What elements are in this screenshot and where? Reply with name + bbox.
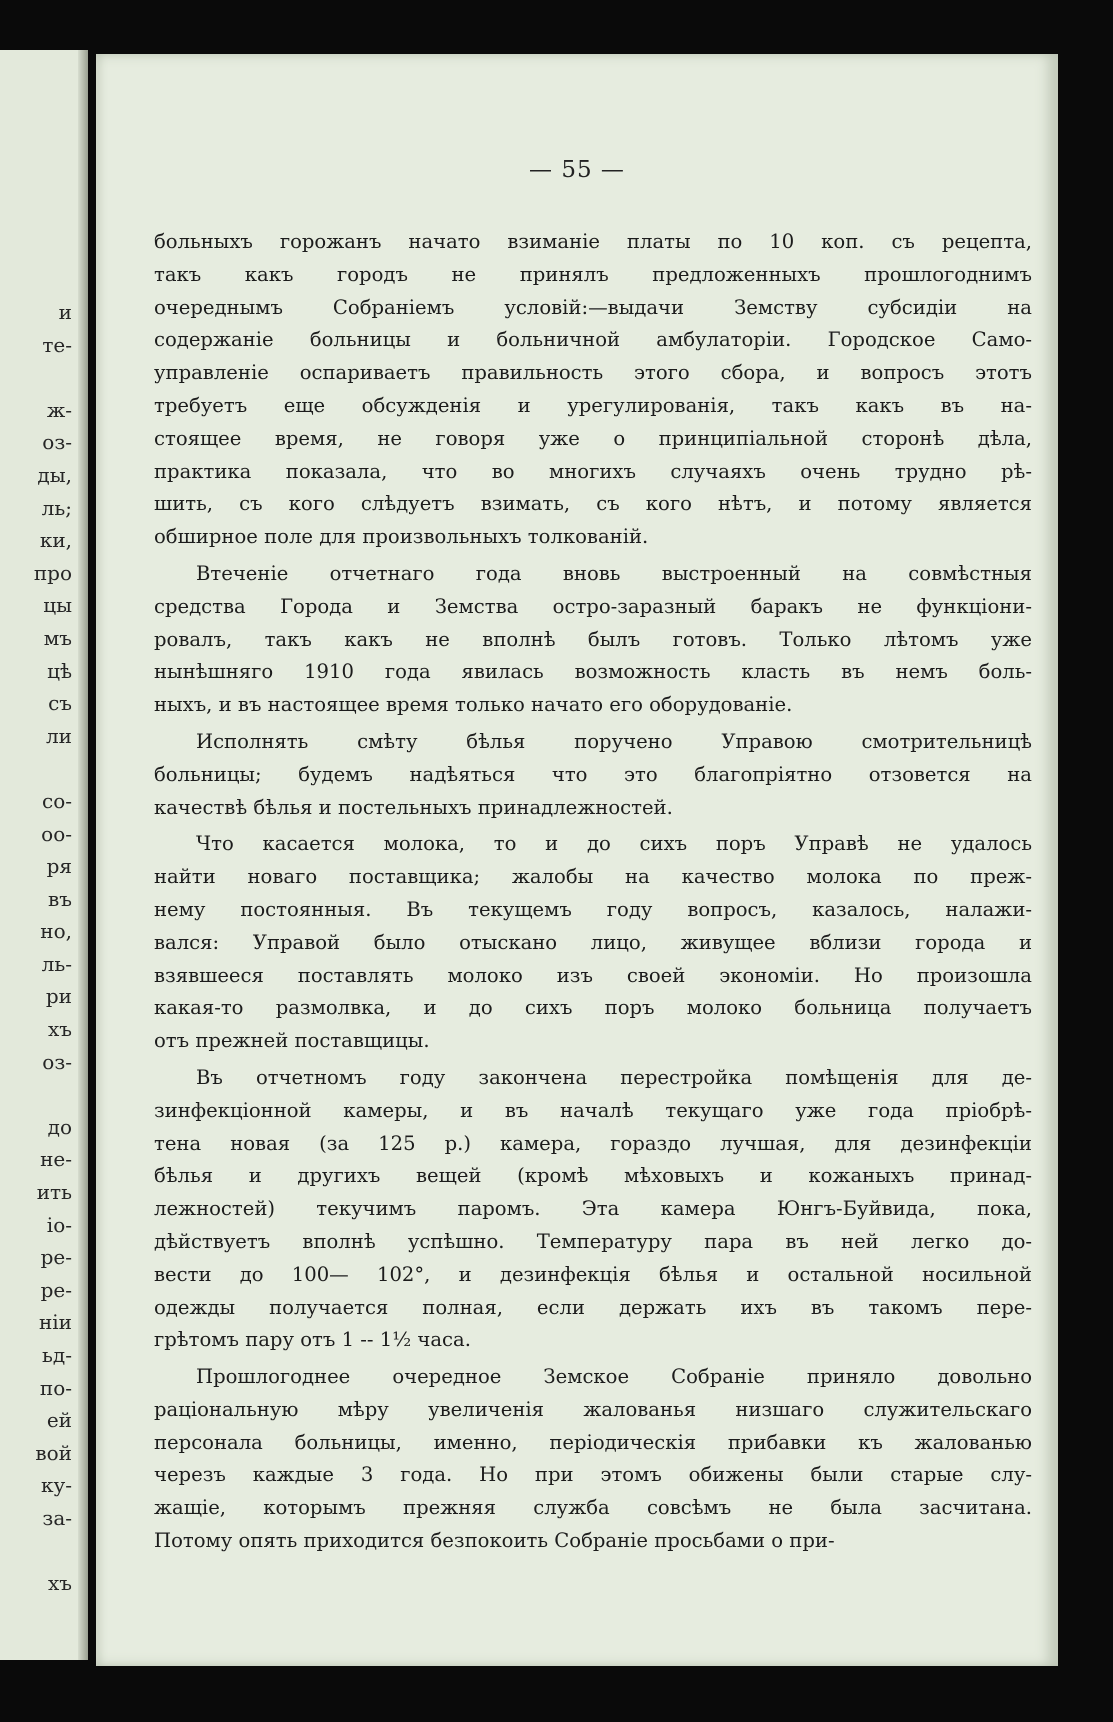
text-line: жащіе, которымъ прежняя служба совсѣмъ не была засчитана. <box>154 1496 1032 1520</box>
text-line: Потому опять приходится безпокоить Собраніе просьбами о при- <box>154 1529 835 1553</box>
left-fragment: оз- <box>42 430 72 455</box>
left-fragment: ж- <box>46 397 72 422</box>
text-line: нынѣшняго 1910 года явилась возможность класть въ немъ боль- <box>154 660 1032 684</box>
left-fragment: но, <box>40 919 72 944</box>
left-fragment: въ <box>48 886 72 911</box>
text-line: Въ отчетномъ году закончена перестройка помѣщенія для де- <box>196 1065 1032 1089</box>
left-fragment: ль; <box>41 495 72 520</box>
left-fragment: ить <box>36 1180 72 1205</box>
text-line: требуетъ еще обсужденія и урегулированія, такъ какъ въ на- <box>154 393 1032 417</box>
text-line: раціональную мѣру увеличенія жалованья низшаго служительскаго <box>154 1397 1032 1421</box>
text-line: очереднымъ Собраніемъ условій:—выдачи Земству субсидіи на <box>154 295 1032 319</box>
left-fragment: цѣ <box>47 658 72 683</box>
left-fragment: іо- <box>46 1212 72 1237</box>
text-line: бѣлья и другихъ вещей (кромѣ мѣховыхъ и кожаныхъ принад- <box>154 1164 1032 1188</box>
left-fragment: со- <box>42 788 72 813</box>
text-line: лежностей) текучимъ паромъ. Эта камера Юнгъ-Буйвида, пока, <box>154 1197 1032 1221</box>
left-fragment: цы <box>43 593 72 618</box>
left-fragment <box>34 1535 72 1568</box>
left-fragment: ки, <box>39 528 72 553</box>
text-line: одежды получается полная, если держать ихъ въ такомъ пере- <box>154 1295 1032 1319</box>
text-line: грѣтомъ пару отъ 1 -- 1½ часа. <box>154 1328 471 1352</box>
text-line: черезъ каждые 3 года. Но при этомъ обижены были старые слу- <box>154 1463 1032 1487</box>
left-fragment <box>34 752 72 785</box>
text-line: Исполнять смѣту бѣлья поручено Управою смотрительницѣ <box>196 729 1032 753</box>
text-line: шить, съ кого слѣдуетъ взимать, съ кого нѣтъ, и потому является <box>154 492 1032 516</box>
left-fragment: и <box>58 300 72 324</box>
left-fragment <box>34 361 72 394</box>
text-line: вести до 100— 102°, и дезинфекція бѣлья и остальной носильной <box>154 1262 1032 1286</box>
left-fragment: ды, <box>37 462 72 487</box>
left-fragment: ре- <box>40 1277 72 1302</box>
text-line: Что касается молока, то и до сихъ поръ Управѣ не удалось <box>196 832 1032 856</box>
left-fragment: ли <box>45 723 72 748</box>
left-fragment <box>34 1078 72 1111</box>
left-fragment: не- <box>40 1147 72 1172</box>
left-fragment: про <box>33 560 72 585</box>
text-line: нему постоянныя. Въ текущемъ году вопросъ, казалось, налажи- <box>154 897 1032 921</box>
text-line: взявшееся поставлять молоко изъ своей экономіи. Но произошла <box>154 963 1032 987</box>
text-line: вался: Управой было отыскано лицо, живущее вблизи города и <box>154 930 1032 954</box>
text-line: ныхъ, и въ настоящее время только начато его оборудованіе. <box>154 693 793 717</box>
paragraph <box>154 726 1032 824</box>
text-line: зинфекціонной камеры, и въ началѣ текущаго уже года пріобрѣ- <box>154 1098 1032 1122</box>
text-line: дѣйствуетъ вполнѣ успѣшно. Температуру пара въ ней легко до- <box>154 1229 1032 1253</box>
paragraph <box>154 828 1032 1058</box>
book-gutter <box>78 50 88 1660</box>
left-fragment: хъ <box>47 1571 72 1596</box>
left-fragment: те- <box>42 332 72 357</box>
left-fragment: оо- <box>41 821 72 846</box>
left-fragment: ей <box>46 1408 72 1433</box>
paragraph <box>154 226 1032 554</box>
text-line: управленіе оспариваетъ правильность этого сбора, и вопросъ этотъ <box>154 361 1032 385</box>
left-fragment: ніи <box>38 1310 72 1335</box>
text-line: ровалъ, такъ какъ не вполнѣ былъ готовъ. Только лѣтомъ уже <box>154 627 1032 651</box>
right-page <box>96 54 1058 1666</box>
left-fragment: за- <box>42 1505 72 1530</box>
left-fragment: ря <box>46 854 72 879</box>
left-fragment: ьд- <box>42 1343 72 1367</box>
text-line: какая-то размолвка, и до сихъ поръ молоко больница получаетъ <box>154 996 1032 1020</box>
paragraph <box>154 1361 1032 1558</box>
left-page-edge <box>0 50 88 1660</box>
text-line: больныхъ горожанъ начато взиманіе платы по 10 коп. съ рецепта, <box>154 230 1032 253</box>
text-line: содержаніе больницы и больничной амбулаторіи. Городское Само- <box>154 328 1032 352</box>
left-fragment: мъ <box>43 625 72 650</box>
text-line: Прошлогоднее очередное Земское Собраніе приняло довольно <box>196 1365 1032 1389</box>
paragraph <box>154 1062 1032 1357</box>
left-fragment: по- <box>39 1375 72 1400</box>
left-fragment: вой <box>35 1440 72 1465</box>
text-line: больницы; будемъ надѣяться что это благопріятно отзовется на <box>154 762 1032 786</box>
text-line: качествѣ бѣлья и постельныхъ принадлежностей. <box>154 795 673 819</box>
text-line: найти новаго поставщика; жалобы на качество молока по преж- <box>154 865 1032 889</box>
left-page-text-fragments <box>34 296 72 1600</box>
left-fragment: ре- <box>40 1245 72 1270</box>
left-fragment: ку- <box>40 1473 72 1498</box>
left-fragment: оз- <box>42 1049 72 1074</box>
text-line: обширное поле для произвольныхъ толкованій. <box>154 525 649 549</box>
paragraph <box>154 558 1032 722</box>
text-line: персонала больницы, именно, періодическія прибавки къ жалованью <box>154 1430 1032 1454</box>
text-line: тена новая (за 125 р.) камера, гораздо лучшая, для дезинфекціи <box>154 1131 1032 1155</box>
left-fragment: до <box>47 1114 72 1139</box>
text-line: средства Города и Земства остро-заразный баракъ не функціони- <box>154 594 1032 618</box>
page-number: — 55 — <box>529 157 625 183</box>
text-line: стоящее время, не говоря уже о принципіальной сторонѣ дѣла, <box>154 426 1032 450</box>
text-line: такъ какъ городъ не принялъ предложенныхъ прошлогоднимъ <box>154 262 1032 286</box>
left-fragment: съ <box>48 691 72 716</box>
text-line: Втеченіе отчетнаго года вновь выстроенный на совмѣстныя <box>196 561 1032 585</box>
left-fragment: ль- <box>41 951 72 976</box>
left-fragment: хъ <box>47 1017 72 1042</box>
left-fragment: ри <box>45 984 72 1009</box>
text-line: отъ прежней поставщицы. <box>154 1029 430 1053</box>
text-line: практика показала, что во многихъ случаяхъ очень трудно рѣ- <box>154 459 1032 483</box>
body-text <box>154 226 1032 1562</box>
